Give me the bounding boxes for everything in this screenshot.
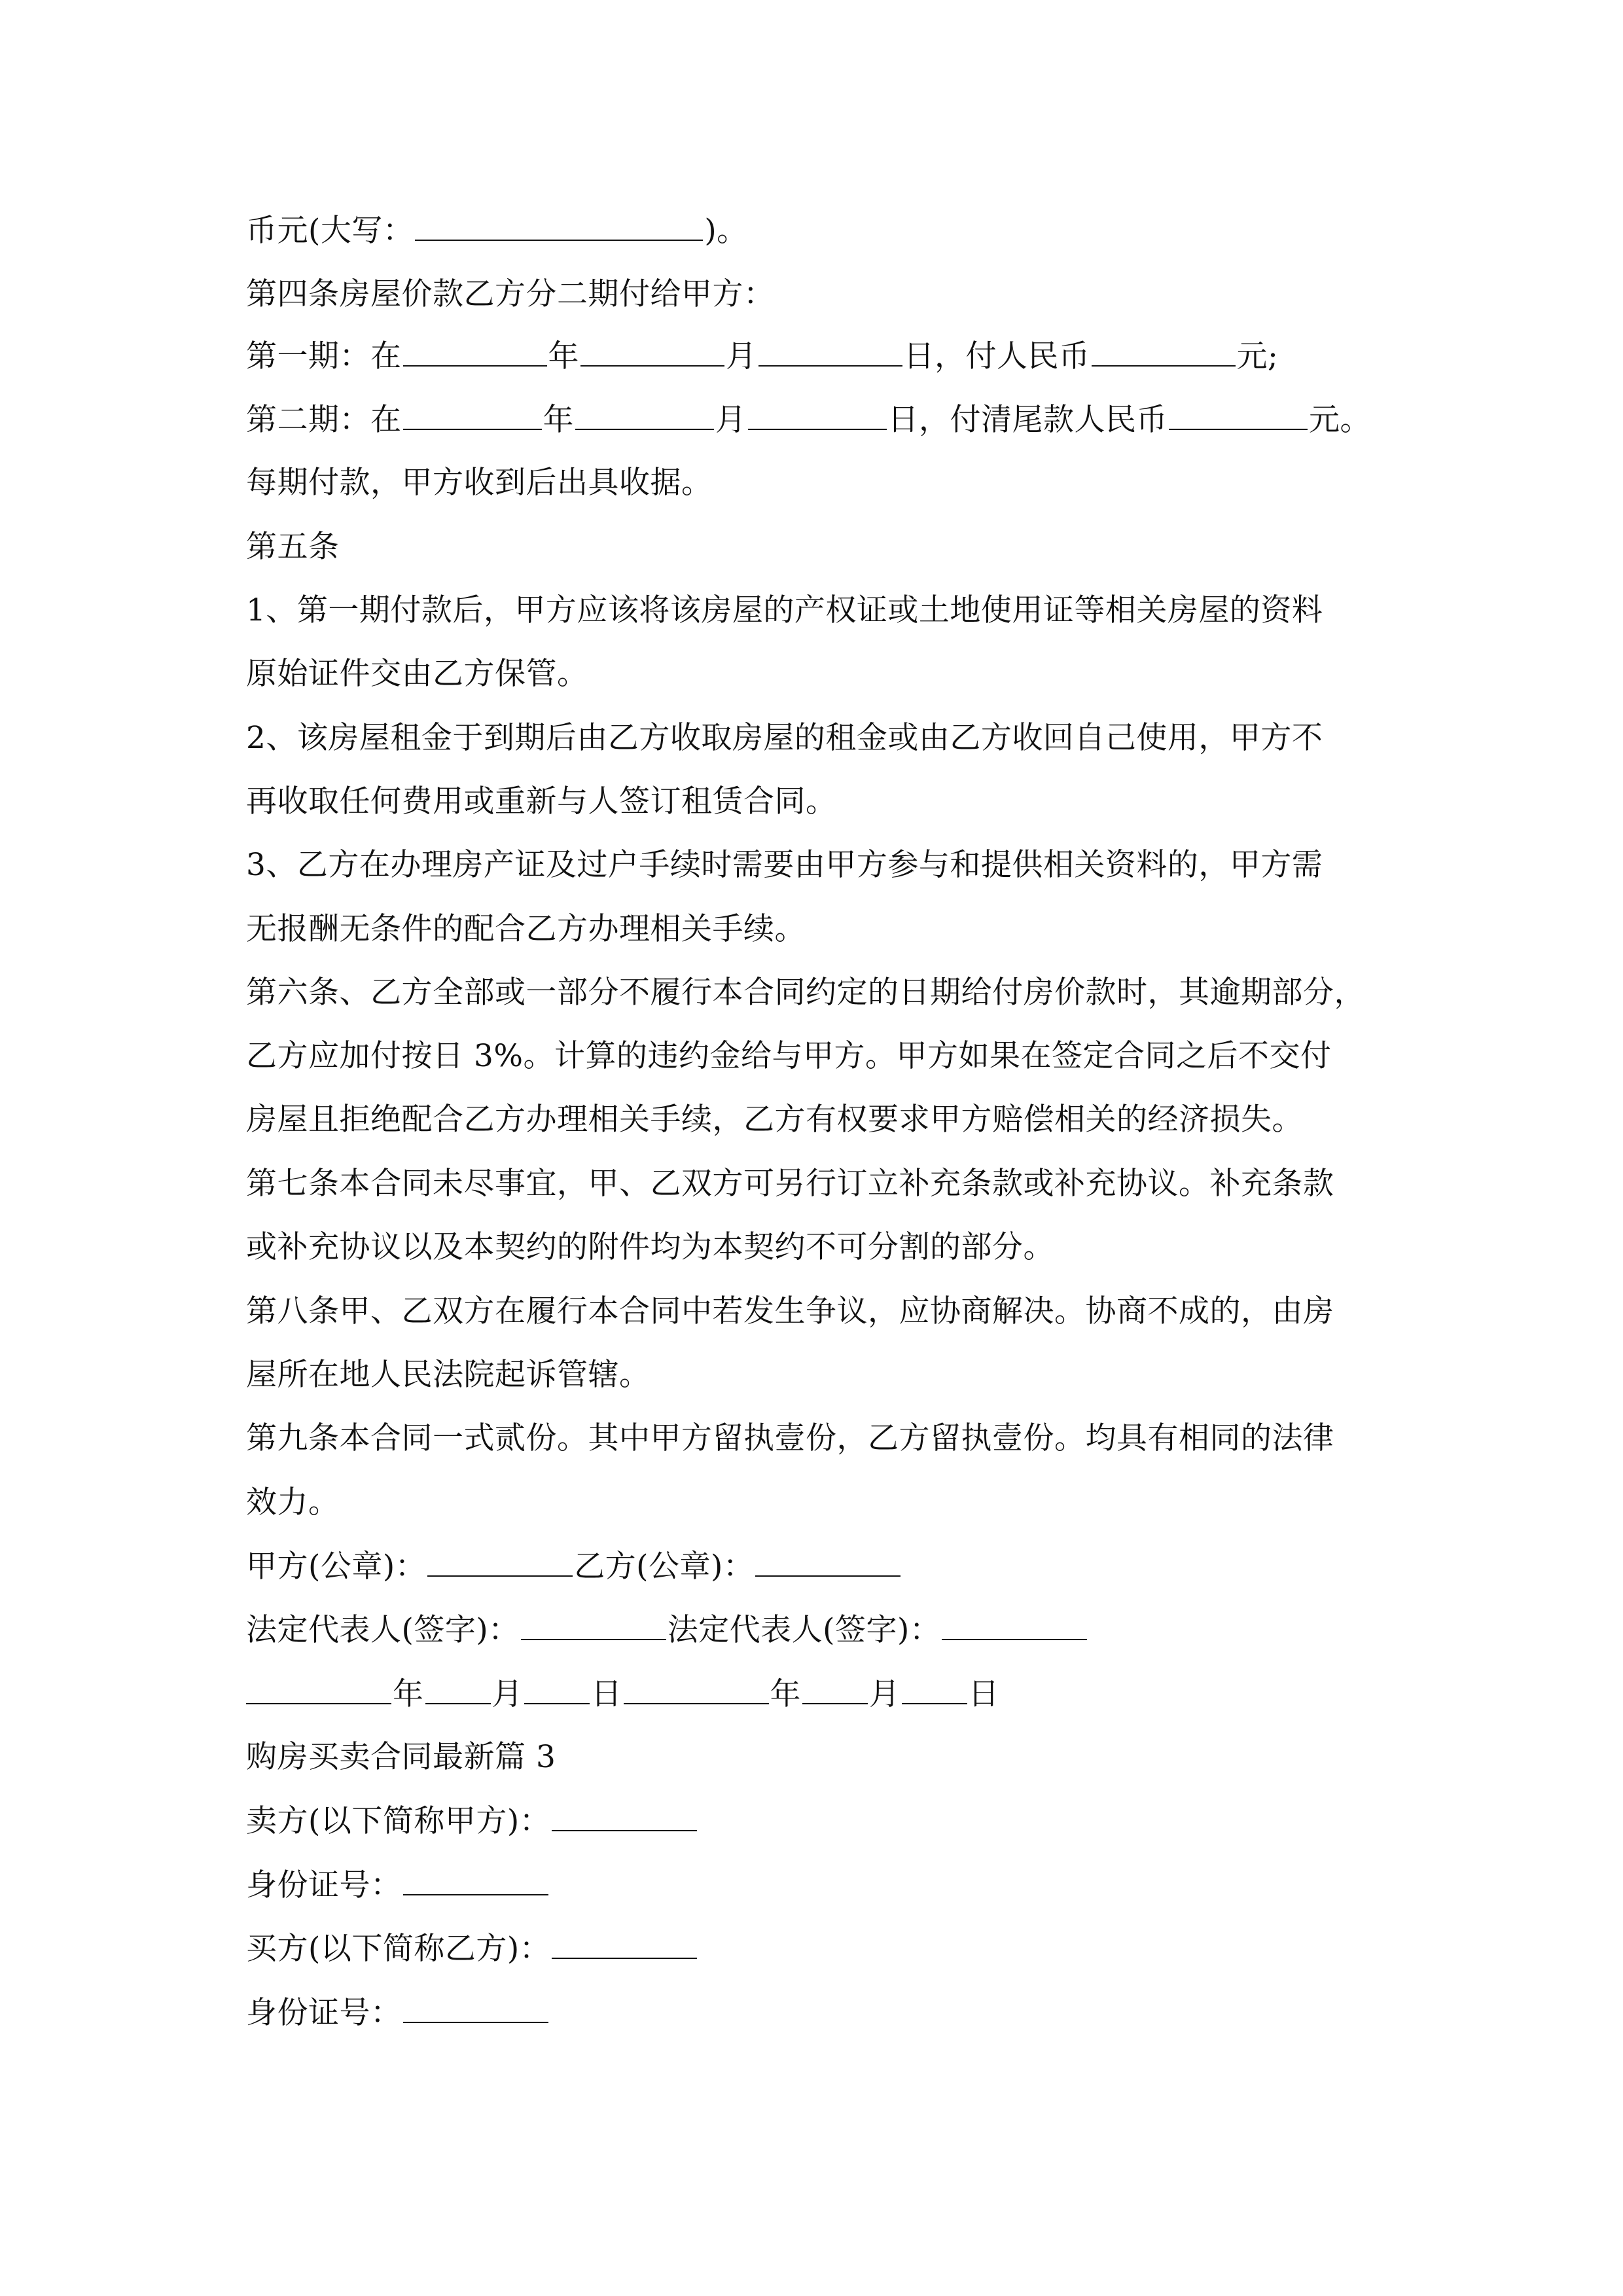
text: 身份证号：	[246, 1867, 402, 1903]
blank-field	[403, 336, 547, 367]
blank-field	[524, 1674, 590, 1704]
blank-field	[403, 1865, 548, 1895]
blank-field	[403, 1993, 548, 2023]
signing-date-line	[246, 1674, 1385, 1714]
text: 第八条甲、乙双方在履行本合同中若发生争议，应协商解决。协商不成的，由房	[246, 1293, 1334, 1329]
blank-field	[521, 1610, 666, 1640]
blank-field	[748, 400, 887, 430]
paragraph-line	[246, 1037, 1385, 1076]
blank-field	[802, 1674, 868, 1704]
seller-line	[246, 1801, 1385, 1841]
text: 买方(以下简称乙方)：	[246, 1931, 551, 1967]
blank-field	[552, 1801, 697, 1831]
paragraph-line	[246, 846, 1385, 885]
text: 第一期：在	[246, 338, 402, 374]
article-4-heading	[246, 275, 1385, 314]
text: 年	[543, 402, 574, 438]
text: 月	[491, 1676, 523, 1712]
blank-field	[415, 211, 703, 241]
text: 月	[726, 338, 757, 374]
blank-field	[755, 1547, 901, 1577]
text: 日	[591, 1676, 622, 1712]
seal-line	[246, 1547, 1385, 1587]
text: 日	[968, 1676, 999, 1712]
paragraph-line	[246, 782, 1385, 821]
text: 原始证件交由乙方保管。	[246, 656, 588, 692]
text: 乙方(公章)：	[574, 1549, 755, 1585]
text: )。	[704, 213, 748, 249]
text: 甲方(公章)：	[246, 1549, 427, 1585]
legal-representative-line	[246, 1610, 1385, 1650]
text: 元。	[1309, 402, 1371, 438]
text: 身份证号：	[246, 1995, 402, 2031]
text: 或补充协议以及本契约的附件均为本契约不可分割的部分。	[246, 1229, 1054, 1265]
paragraph-line	[246, 973, 1385, 1013]
seller-id-line	[246, 1865, 1385, 1905]
paragraph-line	[246, 1355, 1385, 1395]
text: 元;	[1236, 338, 1279, 374]
payment-phase-2-line	[246, 400, 1385, 440]
amount-in-words-line	[246, 211, 1385, 251]
article-5-heading	[246, 528, 1385, 567]
text: 年	[393, 1676, 424, 1712]
text: 月	[869, 1676, 901, 1712]
paragraph-line	[246, 1228, 1385, 1267]
blank-field	[246, 1674, 391, 1704]
text: 第五条	[246, 529, 340, 565]
payment-phase-1-line	[246, 336, 1385, 376]
paragraph-line	[246, 719, 1385, 758]
blank-field	[758, 336, 902, 367]
text: 无报酬无条件的配合乙方办理相关手续。	[246, 911, 806, 947]
blank-field	[942, 1610, 1087, 1640]
text: 币元(大写：	[246, 213, 414, 249]
paragraph-line	[246, 1164, 1385, 1204]
text: 日，付清尾款人民币	[887, 402, 1168, 438]
paragraph-line	[246, 910, 1385, 949]
text: 第二期：在	[246, 402, 402, 438]
blank-field	[427, 1547, 573, 1577]
blank-field	[403, 400, 542, 430]
text: 法定代表人(签字)：	[667, 1612, 941, 1648]
blank-field	[552, 1929, 697, 1959]
text: 年	[770, 1676, 801, 1712]
text: 3、乙方在办理房产证及过户手续时需要由甲方参与和提供相关资料的，甲方需	[246, 847, 1323, 883]
paragraph-line	[246, 1292, 1385, 1331]
blank-field	[624, 1674, 769, 1704]
text: 购房买卖合同最新篇 3	[246, 1739, 556, 1775]
blank-field	[580, 336, 724, 367]
text: 每期付款，甲方收到后出具收据。	[246, 465, 713, 501]
blank-field	[425, 1674, 491, 1704]
paragraph-line	[246, 1483, 1385, 1522]
buyer-id-line	[246, 1993, 1385, 2033]
text: 2、该房屋租金于到期后由乙方收取房屋的租金或由乙方收回自己使用，甲方不	[246, 720, 1323, 756]
text: 第七条本合同未尽事宜，甲、乙双方可另行订立补充条款或补充协议。补充条款	[246, 1166, 1334, 1202]
text: 再收取任何费用或重新与人签订租赁合同。	[246, 783, 837, 819]
paragraph-line	[246, 463, 1385, 503]
text: 卖方(以下简称甲方)：	[246, 1803, 551, 1839]
text: 日，付人民币	[903, 338, 1090, 374]
text: 屋所在地人民法院起诉管辖。	[246, 1357, 651, 1393]
text: 房屋且拒绝配合乙方办理相关手续，乙方有权要求甲方赔偿相关的经济损失。	[246, 1102, 1303, 1138]
text: 第六条、乙方全部或一部分不履行本合同约定的日期给付房价款时，其逾期部分，	[246, 975, 1365, 1011]
text: 第四条房屋价款乙方分二期付给甲方：	[246, 276, 775, 312]
blank-field	[1169, 400, 1308, 430]
buyer-line	[246, 1929, 1385, 1969]
paragraph-line	[246, 1419, 1385, 1458]
text: 法定代表人(签字)：	[246, 1612, 520, 1648]
text: 年	[548, 338, 579, 374]
section-title	[246, 1738, 1385, 1777]
text: 月	[715, 402, 747, 438]
blank-field	[902, 1674, 967, 1704]
text: 效力。	[246, 1484, 340, 1520]
paragraph-line	[246, 1100, 1385, 1139]
paragraph-line	[246, 591, 1385, 630]
text: 1、第一期付款后，甲方应该将该房屋的产权证或土地使用证等相关房屋的资料	[246, 592, 1323, 628]
text: 乙方应加付按日 3%。计算的违约金给与甲方。甲方如果在签定合同之后不交付	[246, 1038, 1332, 1074]
text: 第九条本合同一式贰份。其中甲方留执壹份，乙方留执壹份。均具有相同的法律	[246, 1420, 1334, 1456]
blank-field	[1092, 336, 1236, 367]
blank-field	[575, 400, 714, 430]
paragraph-line	[246, 655, 1385, 694]
